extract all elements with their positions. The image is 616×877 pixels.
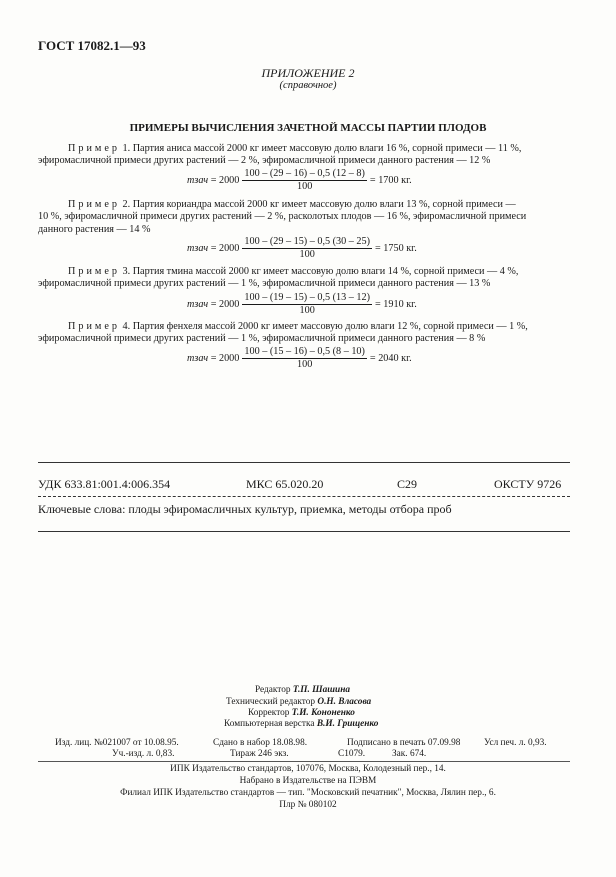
example-line: 2. Партия кориандра массой 2000 кг имеет массовую долю влаги 13 %, сорной примеси — <box>119 199 516 210</box>
print-code: С1079. <box>338 749 366 759</box>
edu-sheets: Уч.-изд. л. 0,83. <box>112 749 175 759</box>
formula-eq: = 2000 <box>210 175 240 186</box>
formula-result: = 1700 кг. <box>369 175 412 186</box>
example-2-formula <box>187 236 417 261</box>
example-4-formula <box>187 346 412 371</box>
example-1-text <box>38 143 570 168</box>
formula-numerator: 100 – (15 – 16) – 0,5 (8 – 10) <box>244 346 365 357</box>
formula-eq: = 2000 <box>210 299 240 310</box>
formula-fraction <box>242 236 372 261</box>
example-line: эфиромасличной примеси других растений — 2 %, эфиромасличной примеси данного растения — 12 % <box>38 155 491 167</box>
example-1-formula <box>187 168 412 193</box>
section-title: ПРИМЕРЫ ВЫЧИСЛЕНИЯ ЗАЧЕТНОЙ МАССЫ ПАРТИИ ПЛОДОВ <box>129 122 487 134</box>
example-line: эфиромасличной примеси других растений — 1 %, эфиромасличной примеси данного растения — 13 % <box>38 278 491 290</box>
example-line: 3. Партия тмина массой 2000 кг имеет массовую долю влаги 14 %, сорной примеси — 4 %, <box>119 266 519 277</box>
editor-label: Редактор <box>255 685 291 695</box>
corrector-line <box>248 708 355 718</box>
example-lead: Пример <box>68 199 120 210</box>
formula-numerator: 100 – (19 – 15) – 0,5 (13 – 12) <box>244 292 371 303</box>
formula-result: = 1750 кг. <box>375 243 417 254</box>
sent-date: Сдано в набор 18.08.98. <box>213 738 308 748</box>
divider-top <box>38 462 570 463</box>
formula-fraction <box>242 168 367 193</box>
formula-denominator: 100 <box>299 249 315 260</box>
formula-eq: = 2000 <box>210 243 240 254</box>
corrector-name: Т.И. Кононенко <box>291 708 355 718</box>
okstu-code: ОКСТУ 9726 <box>494 477 562 491</box>
divider-middle <box>38 496 570 497</box>
publisher-line-3: Филиал ИПК Издательство стандартов — тип. "Московский печатник", Москва, Лялин пер., 6. <box>120 788 496 798</box>
formula-denominator: 100 <box>299 305 315 316</box>
example-3-formula <box>187 292 417 317</box>
example-line: данного растения — 14 % <box>38 223 151 235</box>
divider-bottom <box>38 531 570 532</box>
publisher-line-1: ИПК Издательство стандартов, 107076, Москва, Колодезный пер., 14. <box>170 764 446 774</box>
tech-editor-line <box>226 697 371 707</box>
print-run: Тираж 246 экз. <box>230 749 289 759</box>
editor-line <box>255 685 350 695</box>
layout-name: В.И. Грищенко <box>316 719 379 729</box>
layout-label: Компьютерная верстка <box>224 719 315 729</box>
example-line: 10 %, эфиромасличной примеси других растений — 2 %, расколотых плодов — 16 %, эфиромасличной примеси <box>38 211 527 223</box>
divider-imprint <box>38 761 570 762</box>
order-number: Зак. 674. <box>392 749 427 759</box>
example-4-text <box>38 321 570 346</box>
license: Изд. лиц. №021007 от 10.08.95. <box>55 738 179 748</box>
example-lead: Пример <box>68 321 120 332</box>
tech-editor-label: Технический редактор <box>226 697 316 707</box>
example-line: 4. Партия фенхеля массой 2000 кг имеет массовую долю влаги 12 %, сорной примеси — 1 %, <box>119 321 528 332</box>
classifier-code: С29 <box>397 477 418 491</box>
formula-numerator: 100 – (29 – 16) – 0,5 (12 – 8) <box>244 168 365 179</box>
signed-date: Подписано в печать 07.09.98 <box>347 738 461 748</box>
print-sheets: Усл печ. л. 0,93. <box>484 738 547 748</box>
udk-code: УДК 633.81:001.4:006.354 <box>38 477 171 491</box>
formula-fraction <box>242 292 372 317</box>
tech-editor-name: О.Н. Власова <box>317 697 372 707</box>
formula-fraction <box>242 346 367 371</box>
example-line: эфиромасличной примеси других растений — 1 %, эфиромасличной примеси данного растения — 8 % <box>38 333 486 345</box>
formula-denominator: 100 <box>297 181 313 192</box>
formula-result: = 1910 кг. <box>375 299 417 310</box>
corrector-label: Корректор <box>248 708 290 718</box>
mks-code: МКС 65.020.20 <box>246 477 324 491</box>
example-lead: Пример <box>68 266 120 277</box>
formula-lhs: mзач <box>187 299 209 310</box>
example-line: 1. Партия аниса массой 2000 кг имеет массовую долю влаги 16 %, сорной примеси — 11 %, <box>119 143 522 154</box>
appendix-subtitle: (справочное) <box>279 80 337 91</box>
publisher-line-2: Набрано в Издательстве на ПЭВМ <box>239 776 377 786</box>
publisher-line-4: Плр № 080102 <box>279 800 337 810</box>
example-3-text <box>38 266 570 291</box>
formula-lhs: mзач <box>187 243 209 254</box>
keywords: Ключевые слова: плоды эфиромасличных культур, приемка, методы отбора проб <box>38 502 452 516</box>
example-2-text <box>38 199 570 236</box>
formula-lhs: mзач <box>187 175 209 186</box>
layout-line <box>224 719 378 729</box>
formula-eq: = 2000 <box>210 353 240 364</box>
formula-numerator: 100 – (29 – 15) – 0,5 (30 – 25) <box>244 236 371 247</box>
editor-name: Т.П. Шашина <box>292 685 351 695</box>
formula-result: = 2040 кг. <box>369 353 412 364</box>
formula-denominator: 100 <box>297 359 313 370</box>
example-lead: Пример <box>68 143 120 154</box>
appendix-title: ПРИЛОЖЕНИЕ 2 <box>261 66 355 80</box>
formula-lhs: mзач <box>187 353 209 364</box>
standard-header: ГОСТ 17082.1—93 <box>38 38 146 53</box>
